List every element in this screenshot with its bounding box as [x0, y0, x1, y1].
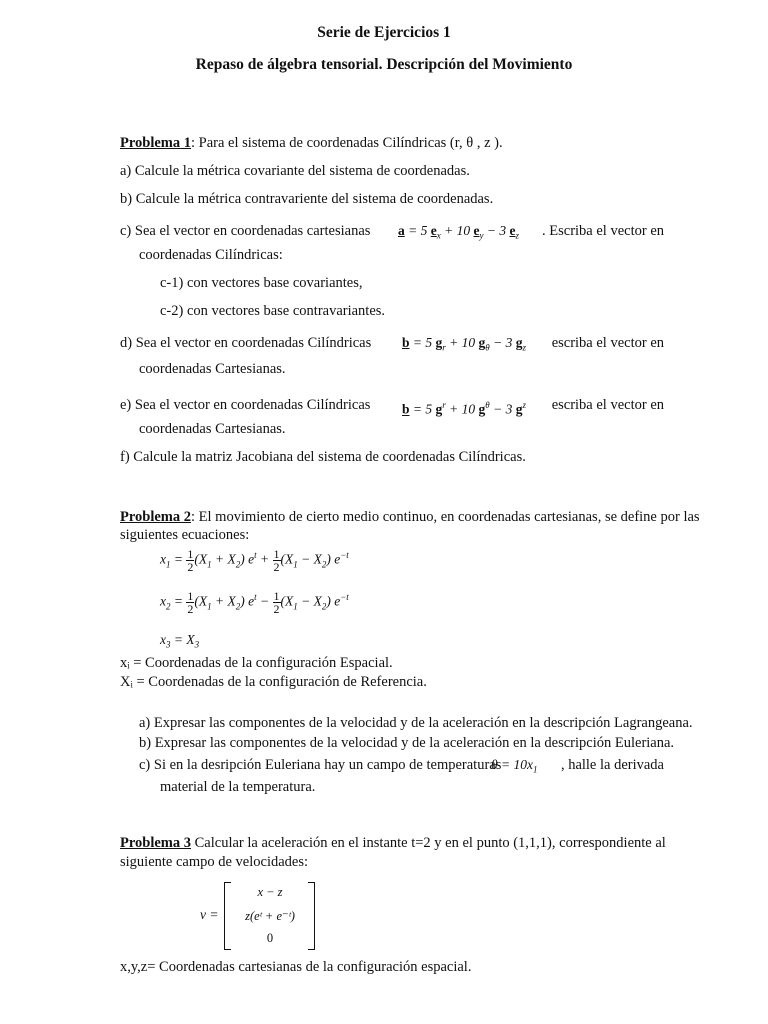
- motion-equation-x2: $x_2$ = $\frac{1}{2}$ $(X_1 + X_2) e^t$ − $\frac{1}{2}$ $(X_1 - X_2)$ $e^{-t}$: [160, 589, 349, 616]
- problema1-e-end: escriba el vector en: [551, 397, 664, 413]
- problema3-heading: [120, 834, 664, 852]
- matrix-right-bracket: [308, 882, 315, 950]
- problema1-item-c: [120, 222, 664, 240]
- problema2-label: Problema 2: [120, 509, 192, 525]
- problema1-intro: : Para el sistema de coordenadas Cilíndricas (r, θ , z ).: [191, 135, 503, 151]
- problema2-c-end: , halle la derivada: [560, 757, 664, 773]
- problema2-def-reference: Xᵢ = Coordenadas de la configuración de Referencia.: [120, 674, 427, 690]
- matrix-row-2: z(eᵗ + e⁻ᵗ): [245, 909, 295, 923]
- problema1-item-f: f) Calcule la matriz Jacobiana del sistema de coordenadas Cilíndricas.: [120, 449, 526, 465]
- problema1-label: Problema 1: [120, 135, 192, 151]
- problema1-heading: [120, 134, 503, 152]
- problema2-def-spatial: xᵢ = Coordenadas de la configuración Espacial.: [120, 655, 393, 671]
- velocity-label: v =: [200, 907, 219, 922]
- problema3-def: x,y,z= Coordenadas cartesianas de la configuración espacial.: [120, 959, 472, 975]
- problema1-d-end: escriba el vector en: [551, 335, 664, 351]
- document-subtitle: Repaso de álgebra tensorial. Descripción del Movimiento: [195, 56, 573, 73]
- problema3-intro2: siguiente campo de velocidades:: [120, 854, 309, 870]
- vector-b-contravariant-equation: b = 5 $g^r + 10$ $g^\theta - 3$ $g^z$: [402, 400, 526, 417]
- matrix-row-3: 0: [266, 931, 274, 945]
- problema1-c-line2: coordenadas Cilíndricas:: [139, 247, 283, 263]
- motion-equation-x3: $x_3 = X_3$: [160, 632, 200, 650]
- problema1-c-text: c) Sea el vector en coordenadas cartesianas: [120, 223, 371, 239]
- problema1-e-text: e) Sea el vector en coordenadas Cilíndricas: [120, 397, 371, 413]
- motion-equation-x1: $x_1$ = $\frac{1}{2}$ $(X_1 + X_2) e^t$ + $\frac{1}{2}$ $(X_1 - X_2)$ $e^{-t}$: [160, 547, 349, 574]
- problema2-item-b: b) Expresar las componentes de la velocidad y de la aceleración en la descripción Euleriana.: [139, 735, 675, 751]
- problema2-intro2: siguientes ecuaciones:: [120, 527, 250, 543]
- matrix-row-1: x − z: [257, 885, 283, 899]
- problema1-e-line2: coordenadas Cartesianas.: [139, 421, 286, 437]
- vector-a-equation: a = 5 $e_x + 10$ $e_y - 3$ $e_z$: [398, 223, 520, 241]
- problema1-d-text: d) Sea el vector en coordenadas Cilíndricas: [120, 335, 372, 351]
- vector-b-covariant-equation: b = 5 $g_r + 10$ $g_\theta - 3$ $g_z$: [402, 335, 526, 353]
- problema1-item-e: [120, 396, 664, 417]
- problema2-c-line2: material de la temperatura.: [160, 779, 316, 795]
- temperature-equation: $\theta = 10x_1$: [491, 757, 538, 775]
- problema1-item-d: [120, 334, 664, 352]
- problema2-c-text: c) Si en la desripción Euleriana hay un campo de temperaturas: [139, 757, 502, 773]
- problema1-item-a: a) Calcule la métrica covariante del sistema de coordenadas.: [120, 163, 470, 179]
- problema1-item-b: b) Calcule la métrica contravariente del sistema de coordenadas.: [120, 191, 494, 207]
- problema3-label: Problema 3: [120, 835, 192, 851]
- problema2-intro: : El movimiento de cierto medio continuo, en coordenadas cartesianas, se define por las: [191, 509, 700, 525]
- problema1-item-c1: c-1) con vectores base covariantes,: [160, 275, 363, 291]
- problema3-intro: Calcular la aceleración en el instante t=2 y en el punto (1,1,1), correspondiente al: [191, 835, 666, 851]
- problema1-c-end: . Escriba el vector en: [542, 223, 664, 239]
- problema2-item-a: a) Expresar las componentes de la velocidad y de la aceleración en la descripción Lagrangeana.: [139, 715, 693, 731]
- document-title: Serie de Ejercicios 1: [317, 24, 451, 41]
- problema1-d-line2: coordenadas Cartesianas.: [139, 361, 286, 377]
- problema2-heading: [120, 508, 700, 526]
- problema1-item-c2: c-2) con vectores base contravariantes.: [160, 303, 386, 319]
- problema2-item-c: [139, 756, 664, 774]
